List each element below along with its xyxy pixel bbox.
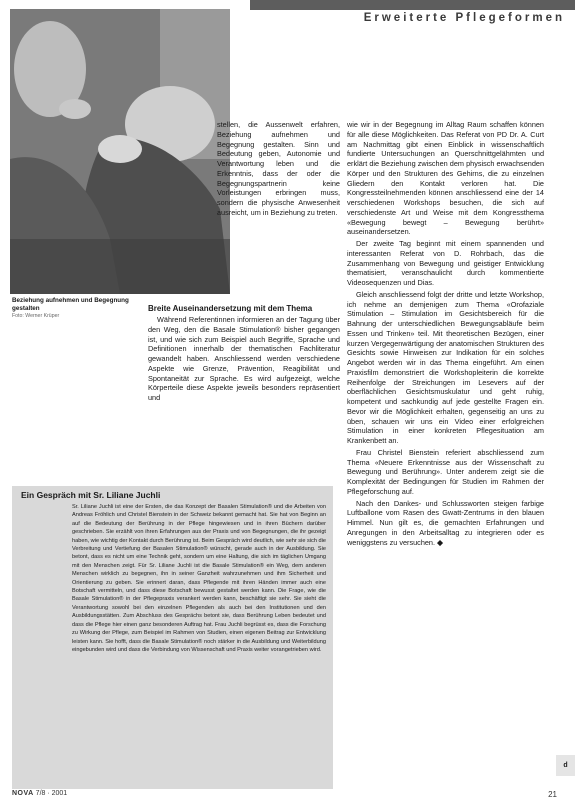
photo-graphic bbox=[10, 9, 230, 294]
subheading: Breite Auseinandersetzung mit dem Thema bbox=[148, 304, 313, 313]
header-bar bbox=[250, 0, 575, 10]
section-title: Erweiterte Pflegeformen bbox=[363, 12, 565, 24]
sidebar-title: Ein Gespräch mit Sr. Liliane Juchli bbox=[21, 490, 161, 500]
photo-caption: Beziehung aufnehmen und Begegnung gestalten bbox=[12, 297, 129, 312]
article-column-right bbox=[347, 120, 544, 549]
paragraph: Gleich anschliessend folgt der dritte und letzte Workshop, ich nehme an demjenigen zum Thema «Orofaziale Stimulation – Stimulation im Gesichtsbereich für die Bahnung der unterschiedlichen Bewegungsabläufe beim Essen und Trinken» teil. Mit theoretischen Bezügen, einer kurzen Vergegenwärtigung der anatomischen Strukturen des Gesichts sowie Hinweisen zur Indikation für ein solches Angebot werden wir in das Thema eingeführt. Am einen Praxisfilm demonstriert die Workshopleiterin die korrekte Reihenfolge der Streichungen im Lesevers auf der oberflächlichen Gesichtsmuskulatur und geht ruhig, kompetent und sachkundig auf jede gestellte Fragen ein. Bevor wir die Möglichkeit erhalten, gegenseitig an uns zu üben, schauen wir uns ein Video einer erfolgreichen Stimulation in einer konkreten Pflegesituation am Krankenbett an. bbox=[347, 289, 544, 445]
issue-number: 7/8 · 2001 bbox=[35, 790, 68, 797]
language-tab: d bbox=[556, 755, 575, 776]
page-number: 21 bbox=[548, 790, 557, 799]
article-column-narrow bbox=[217, 120, 340, 220]
paragraph: Der zweite Tag beginnt mit einem spannenden und interessanten Referat von D. Rohrbach, das die Zusammenhang von Bewegung und geistiger Entwicklung thematisiert, veranschaulicht durch kommentierte Videosequenzen und Dias. bbox=[347, 239, 544, 287]
footer-publication bbox=[12, 790, 67, 797]
paragraph: wie wir in der Begegnung im Alltag Raum schaffen können für alle diese Möglichkeiten. Das Referat von PD Dr. A. Curt am Nachmittag gibt einen Einblick in wissenschaftlich fundierte Untersuchungen an Querschnittgelähmten und erklärt die Beziehung zwischen dem physisch erwachsenden Körper und den Strukturen des Gehirns, die zu einzelnen Gliedern den Kontakt verloren hat. Die Kongressteilnehmenden können anschliessend eine der 14 verschiedenen Workshops besuchen, die sich auf verschiedenste Art und Weise mit dem Kongressthema «Bewegung bewegt – Bewegung berührt» auseinandersetzen. bbox=[347, 120, 544, 237]
paragraph bbox=[347, 499, 544, 548]
paragraph-text: Nach den Dankes- und Schlussworten steigen farbige Luftballone vom Rasen des Gwatt-Zentrums in den blauen Himmel. Nun gilt es, die gemachten Erfahrungen und Anregungen in den Arbeitsalltag zu integrieren oder es weniggstens zu versuchen. bbox=[347, 498, 544, 547]
paragraph: Frau Christel Bienstein referiert abschliessend zum Thema «Neuere Erkenntnisse aus der Wissenschaft zu Bewegung und Berührung». Unter anderem zeigt sie die Komplexität der Bedingungen für Studien im Rahmen der Pflegeforschung auf. bbox=[347, 447, 544, 496]
photo-credit: Foto: Werner Krüper bbox=[12, 313, 60, 319]
article-column-middle bbox=[148, 304, 340, 405]
magazine-name: NOVA bbox=[12, 790, 34, 797]
interview-sidebar bbox=[12, 486, 333, 789]
article-photo bbox=[10, 9, 230, 294]
end-mark: ◆ bbox=[437, 537, 443, 547]
sidebar-text: Sr. Liliane Juchli ist eine der Ersten, die das Konzept der Basalen Stimulation® und die Arbeiten von Andreas Fröhlich und Christel Bienstein in der Schweiz bekannt gemacht hat. Sie hat von Beginn an auf die Bedeutung der Berührung in der Pflege hingewiesen und in ihren Büchern darüber geschrieben. Sie erzählt von ihren Erfahrungen aus der Praxis und von Begegnungen, die ihr gezeigt haben, wie wichtig der Kontakt durch Berührung ist. Beim Gespräch wird deutlich, wie sehr sie sich die Verbreitung und Vertiefung der Basalen Stimulation® wünscht, gerade auch in der Ausbildung. Sie betont, dass es nicht um eine Technik geht, sondern um eine Haltung, die sich im täglichen Umgang mit den Menschen zeigt. Für Sr. Liliane Juchli ist die Basale Stimulation® ein Weg, dem anderen Menschen wirklich zu begegnen, ihn in seiner Ganzheit wahrzunehmen und ihm Sicherheit und Orientierung zu geben. Sie erinnert daran, dass Pflegende mit ihren Händen immer auch eine Botschaft vermitteln, und dass diese Botschaft bewusst gestaltet werden kann. Die Frage, wie die Basale Stimulation® in der Pflegepraxis verankert werden kann, beschäftigt sie sehr. Sie sieht die Verantwortung sowohl bei den einzelnen Pflegenden als auch bei den Institutionen und den Ausbildungsstätten. Zum Abschluss des Gesprächs betont sie, dass Berührung Leben bedeutet und dass die Pflege hier einen ganz besonderen Auftrag hat. Frau Juchli begrüsst es, dass die Forschung zu Wirkung der Pflege, zum Beispiel im Rahmen von Studien, einen eigenen Beitrag zur Entwicklung leisten kann. Sie hofft, dass die Basale Stimulation® noch stärker in die Ausbildung und Weiterbildung eingebunden wird und dass die Verbindung von Wissenschaft und Praxis weiter vorangetrieben wird. bbox=[72, 504, 326, 653]
paragraph: stellen, die Aussenwelt erfahren, Beziehung aufnehmen und Begegnung gestalten. Sinn und Bedeutung geben, Autonomie und Verantwortung leben und die Erkenntnis, dass der oder die Begegnungspartnerin keine Vorleistungen erbringen muss, sondern die physische Anwesenheit ausreicht, um in Beziehung zu treten. bbox=[217, 120, 340, 217]
paragraph: Während Referentinnen informieren an der Tagung über den Weg, den die Basale Stimulation® bisher gegangen ist, und wie sich zum Beispiel auch Begriffe, Sprache und Definitionen innerhalb der thematischen Fachliteratur gewandelt haben. Anschliessend werden verschiedene Aspekte wie Grenze, Prävention, Reagibilität und Spontaneität zur Sprache. Es wird aufgezeigt, welche Körperteile diese Aspekte jeweils besonders repräsentiert und bbox=[148, 315, 340, 402]
